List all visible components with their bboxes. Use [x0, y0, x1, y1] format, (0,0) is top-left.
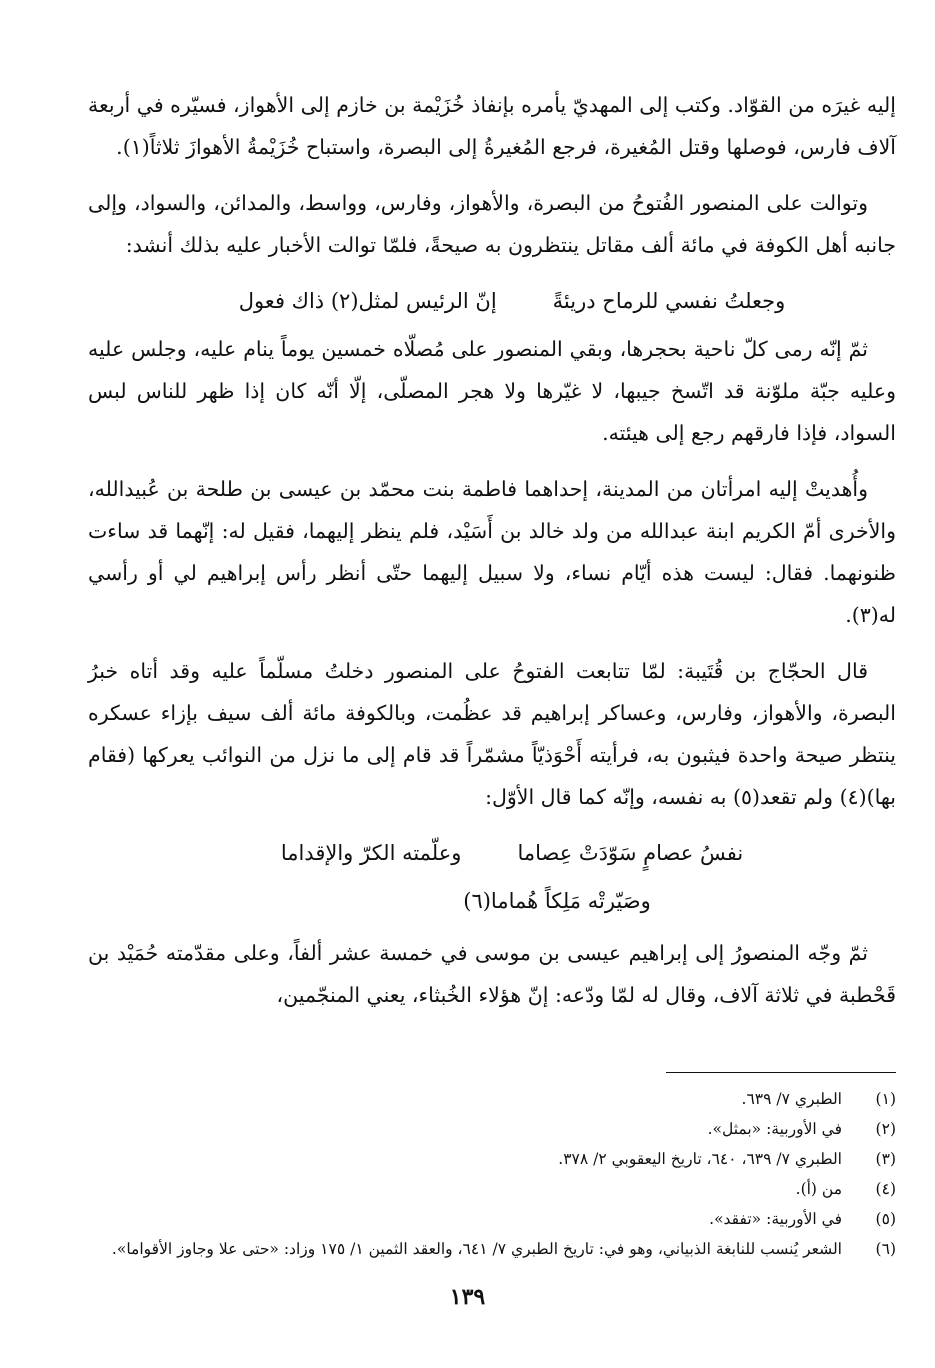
- verse-1-second-hemistich: إنّ الرئيس لمثل(٢) ذاك فعول: [238, 289, 497, 313]
- footnote-divider: [666, 1072, 896, 1073]
- verse-2-second-hemistich: وعلّمته الكرّ والإقداما: [280, 841, 462, 865]
- footnote-number: (٦): [875, 1240, 896, 1258]
- verse-1-first-hemistich: وجعلتُ نفسي للرماح دريئةً: [552, 289, 786, 313]
- paragraph-6: ثمّ وجّه المنصورُ إلى إبراهيم عيسى بن موسى في خمسة عشر ألفاً، وعلى مقدّمته حُمَيْد بن قَحْطبة في ثلاثة آلاف، وقال له لمّا ودّعه: إنّ هؤلاء الخُبثاء، يعني المنجّمين،: [88, 941, 896, 1007]
- footnote-1: [88, 1084, 896, 1114]
- paragraph-3: ثمّ إنّه رمى كلّ ناحية بحجرها، وبقي المنصور على مُصلّاه خمسين يوماً ينام عليه، وجلس عليه وعليه جبّة ملوّنة قد اتّسخ جيبها، لا غيّرها ولا هجر المصلّى، إلّا أنّه كان إذا ظهر للناس لبس السواد، فإذا فارقهم رجع إلى هيئته.: [88, 337, 896, 445]
- footnote-number: (٤): [875, 1180, 896, 1198]
- paragraph-5: قال الحجّاج بن قُتَيبة: لمّا تتابعت الفتوحُ على المنصور دخلتُ مسلّماً عليه وقد أتاه خبرُ البصرة، والأهواز، وفارس، وعساكر إبراهيم قد عظُمت، وبالكوفة مائة ألف سيف بإزاء عسكره ينتظر صيحة واحدة فيثبون به، فرأيته أَحْوَذيّاً مشمّراً قد قام إلى ما نزل من النوائب يعركها (فقام بها)(٤) ولم تقعد(٥) به نفسه، وإنّه كما قال الأوّل:: [88, 659, 896, 809]
- page-number: ١٣٩: [449, 1284, 486, 1310]
- paragraph-4: وأُهديتْ إليه امرأتان من المدينة، إحداهما فاطمة بنت محمّد بن عيسى بن طلحة بن عُبيدالله، والأخرى أمّ الكريم ابنة عبدالله من ولد خالد بن أَسَيْد، فلم ينظر إليهما، فقيل له: إنّهما قد ساءت ظنونهما. فقال: ليست هذه أيّام نساء، ولا سبيل إليهما حتّى أنظر رأس إبراهيم لي أو رأسي له(٣).: [88, 477, 896, 627]
- footnote-text: في الأوربية: «بمثل».: [707, 1120, 842, 1138]
- footnote-text: من (أ).: [795, 1180, 842, 1198]
- footnote-text: في الأوربية: «تفقد».: [709, 1210, 842, 1228]
- footnote-2: [88, 1114, 896, 1144]
- footnote-number: (٣): [875, 1150, 896, 1168]
- footnote-3: [88, 1144, 896, 1174]
- footnote-text: الطبري ٧/ ٦٣٩.: [741, 1090, 842, 1108]
- verse-2: [88, 832, 896, 874]
- verse-2-first-hemistich: نفسُ عصامٍ سَوّدَتْ عِصاما: [517, 841, 744, 865]
- footnote-text: الشعر يُنسب للنابغة الذبياني، وهو في: تاريخ الطبري ٧/ ٦٤١، والعقد الثمين ١/ ١٧٥ وزاد: «حتى علا وجاوز الأقواما».: [111, 1240, 842, 1258]
- footnote-4: [88, 1174, 896, 1204]
- footnote-5: [88, 1204, 896, 1234]
- footnote-number: (٢): [875, 1120, 896, 1138]
- footnote-number: (١): [875, 1090, 896, 1108]
- footnote-6: [88, 1234, 896, 1264]
- footnotes: [88, 1084, 896, 1264]
- verse-3: وصَيّرتْه مَلِكاً هُماما(٦): [463, 889, 651, 913]
- verse-1: [88, 280, 896, 322]
- footnote-text: الطبري ٧/ ٦٣٩، ٦٤٠، تاريخ اليعقوبي ٢/ ٣٧٨.: [558, 1150, 842, 1168]
- paragraph-2: وتوالت على المنصور الفُتوحُ من البصرة، والأهواز، وفارس، وواسط، والمدائن، والسواد، وإلى جانبه أهل الكوفة في مائة ألف مقاتل ينتظرون به صيحةً، فلمّا توالت الأخبار عليه بذلك أنشد:: [88, 191, 896, 257]
- footnote-number: (٥): [875, 1210, 896, 1228]
- paragraph-1: إليه غيرَه من القوّاد. وكتب إلى المهديّ يأمره بإنفاذ خُزَيْمة بن خازم إلى الأهواز، فسيّره في أربعة آلاف فارس، فوصلها وقتل المُغيرة، فرجع المُغيرةُ إلى البصرة، واستباح خُزَيْمةُ الأهوازَ ثلاثاً(١).: [88, 93, 896, 159]
- page-body: [88, 84, 896, 1258]
